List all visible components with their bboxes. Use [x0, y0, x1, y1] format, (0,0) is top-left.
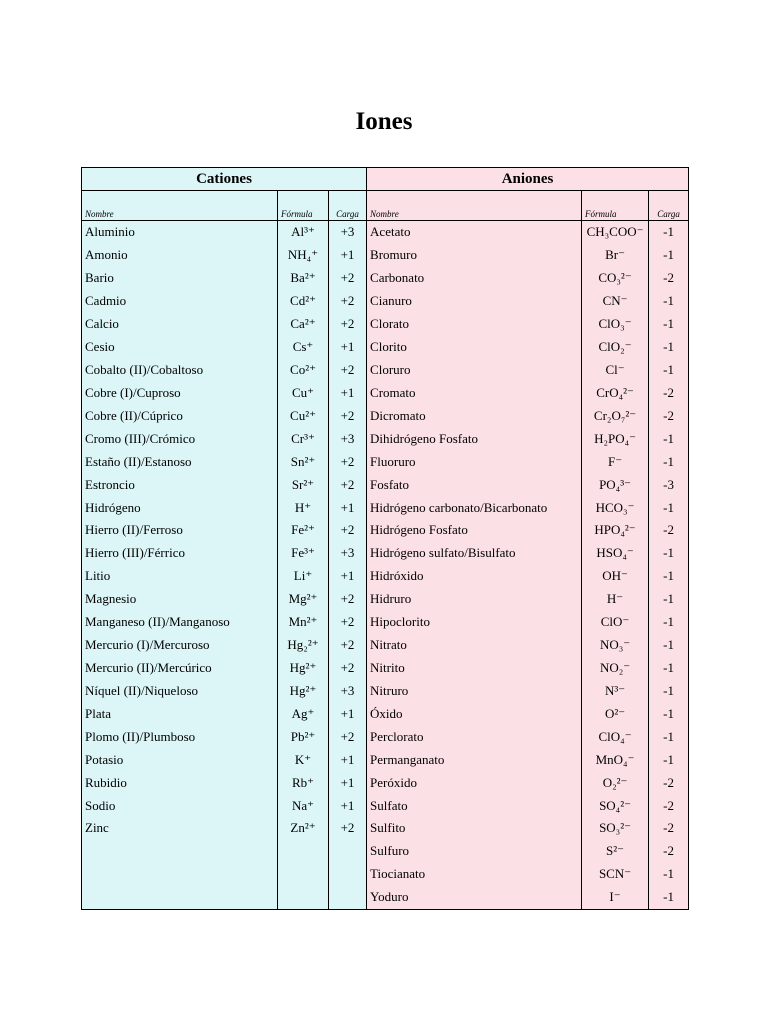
anion-charge-cell: -1	[649, 611, 689, 634]
anion-formula-cell: ClO₄⁻	[582, 725, 649, 748]
anion-charge-cell: -1	[649, 542, 689, 565]
anion-charge-cell: -2	[649, 840, 689, 863]
cation-name-cell: Magnesio	[82, 588, 278, 611]
anion-name-cell: Hidruro	[367, 588, 582, 611]
cation-formula-cell: Cu²⁺	[278, 404, 329, 427]
anion-charge-cell: -1	[649, 725, 689, 748]
cation-formula-cell: Ag⁺	[278, 702, 329, 725]
anion-charge-cell: -1	[649, 244, 689, 267]
anion-name-cell: Fosfato	[367, 473, 582, 496]
anion-charge-cell: -2	[649, 519, 689, 542]
anion-formula-cell: ClO₂⁻	[582, 336, 649, 359]
cation-charge-cell: +2	[329, 473, 367, 496]
anion-formula-cell: MnO₄⁻	[582, 748, 649, 771]
cation-charge-cell: +3	[329, 542, 367, 565]
anion-formula-cell: HSO₄⁻	[582, 542, 649, 565]
anion-name-cell: Dicromato	[367, 404, 582, 427]
cation-formula-cell: Hg²⁺	[278, 657, 329, 680]
anion-name-cell: Permanganato	[367, 748, 582, 771]
cation-formula-cell: Sn²⁺	[278, 450, 329, 473]
cation-formula-cell: Mg²⁺	[278, 588, 329, 611]
anion-formula-cell: CO₃²⁻	[582, 267, 649, 290]
anion-name-cell: Acetato	[367, 221, 582, 244]
cation-charge-cell: +2	[329, 634, 367, 657]
table-row	[82, 519, 689, 542]
cation-charge-cell: +2	[329, 290, 367, 313]
cation-name-cell: Hierro (III)/Férrico	[82, 542, 278, 565]
table-row	[82, 817, 689, 840]
table-row	[82, 221, 689, 244]
cation-formula-cell: Cr³⁺	[278, 427, 329, 450]
cation-charge-cell: +3	[329, 221, 367, 244]
table-row	[82, 794, 689, 817]
cation-name-cell	[82, 840, 278, 863]
cation-charge-cell: +2	[329, 725, 367, 748]
cation-name-cell	[82, 863, 278, 886]
anion-name-cell: Cloruro	[367, 359, 582, 382]
cation-name-cell: Mercurio (II)/Mercúrico	[82, 657, 278, 680]
cation-name-cell: Níquel (II)/Niqueloso	[82, 679, 278, 702]
anion-formula-cell: NO₃⁻	[582, 634, 649, 657]
cation-charge-cell: +1	[329, 565, 367, 588]
cationes-header: Cationes	[82, 168, 367, 191]
cation-formula-cell: Hg²⁺	[278, 679, 329, 702]
cation-name-cell: Cromo (III)/Crómico	[82, 427, 278, 450]
anion-charge-cell: -1	[649, 313, 689, 336]
cation-charge-cell: +2	[329, 657, 367, 680]
table-row	[82, 290, 689, 313]
anion-charge-cell: -1	[649, 290, 689, 313]
anion-name-cell: Bromuro	[367, 244, 582, 267]
table-row	[82, 404, 689, 427]
anion-name-cell: Sulfato	[367, 794, 582, 817]
ion-rows	[82, 221, 689, 910]
cation-formula-cell: Sr²⁺	[278, 473, 329, 496]
anion-name-cell: Carbonato	[367, 267, 582, 290]
cation-formula-cell: Ba²⁺	[278, 267, 329, 290]
anion-formula-cell: SO₄²⁻	[582, 794, 649, 817]
anion-formula-cell: ClO₃⁻	[582, 313, 649, 336]
ions-table	[81, 167, 689, 910]
table-row	[82, 473, 689, 496]
anion-formula-cell: ClO⁻	[582, 611, 649, 634]
cation-name-cell: Potasio	[82, 748, 278, 771]
cation-formula-cell: Rb⁺	[278, 771, 329, 794]
cation-charge-cell	[329, 863, 367, 886]
anion-formula-cell: F⁻	[582, 450, 649, 473]
cation-name-cell: Rubidio	[82, 771, 278, 794]
anion-formula-cell: NO₂⁻	[582, 657, 649, 680]
cation-formula-cell	[278, 863, 329, 886]
table-row	[82, 565, 689, 588]
anion-name-cell: Clorito	[367, 336, 582, 359]
table-row	[82, 611, 689, 634]
anion-name-cell: Yoduro	[367, 886, 582, 909]
cation-charge-cell: +2	[329, 588, 367, 611]
anion-name-cell: Nitrito	[367, 657, 582, 680]
cation-charge-cell: +1	[329, 794, 367, 817]
anion-formula-cell: CH₃COO⁻	[582, 221, 649, 244]
anion-formula-cell: HCO₃⁻	[582, 496, 649, 519]
anion-formula-cell: I⁻	[582, 886, 649, 909]
anion-name-cell: Clorato	[367, 313, 582, 336]
cation-formula-cell: Pb²⁺	[278, 725, 329, 748]
anion-formula-cell: Cl⁻	[582, 359, 649, 382]
anion-name-cell: Cromato	[367, 381, 582, 404]
cation-formula-cell: Fe³⁺	[278, 542, 329, 565]
table-row	[82, 588, 689, 611]
anion-formula-cell: O₂²⁻	[582, 771, 649, 794]
anion-name-cell: Hidrógeno Fosfato	[367, 519, 582, 542]
cation-formula-cell: K⁺	[278, 748, 329, 771]
anion-formula-cell: PO₄³⁻	[582, 473, 649, 496]
cation-formula-cell: Al³⁺	[278, 221, 329, 244]
cation-name-cell: Bario	[82, 267, 278, 290]
cation-charge-column-header: Carga	[329, 191, 367, 221]
group-header-row	[82, 168, 689, 191]
anion-name-cell: Hidrógeno sulfato/Bisulfato	[367, 542, 582, 565]
anion-formula-cell: SO₃²⁻	[582, 817, 649, 840]
anion-name-column-header: Nombre	[367, 191, 582, 221]
cation-charge-cell: +2	[329, 611, 367, 634]
cation-charge-cell: +2	[329, 450, 367, 473]
cation-name-cell: Cobre (II)/Cúprico	[82, 404, 278, 427]
anion-formula-cell: Br⁻	[582, 244, 649, 267]
anion-charge-cell: -1	[649, 588, 689, 611]
cation-name-cell: Estroncio	[82, 473, 278, 496]
cation-name-cell: Plomo (II)/Plumboso	[82, 725, 278, 748]
cation-name-cell: Mercurio (I)/Mercuroso	[82, 634, 278, 657]
anion-formula-cell: O²⁻	[582, 702, 649, 725]
anion-formula-cell: Cr₂O₇²⁻	[582, 404, 649, 427]
anion-name-cell: Fluoruro	[367, 450, 582, 473]
table-row	[82, 244, 689, 267]
cation-name-cell	[82, 886, 278, 909]
anion-name-cell: Cianuro	[367, 290, 582, 313]
cation-charge-cell: +2	[329, 519, 367, 542]
anion-name-cell: Hidrógeno carbonato/Bicarbonato	[367, 496, 582, 519]
cation-charge-cell: +3	[329, 427, 367, 450]
anion-charge-cell: -1	[649, 496, 689, 519]
table-row	[82, 771, 689, 794]
cation-charge-cell: +1	[329, 244, 367, 267]
cation-charge-cell: +3	[329, 679, 367, 702]
cation-formula-cell: H⁺	[278, 496, 329, 519]
anion-charge-cell: -2	[649, 794, 689, 817]
cation-charge-cell: +1	[329, 748, 367, 771]
anion-formula-cell: S²⁻	[582, 840, 649, 863]
table-row	[82, 657, 689, 680]
anion-charge-cell: -1	[649, 702, 689, 725]
anion-charge-cell: -1	[649, 336, 689, 359]
anion-name-cell: Sulfuro	[367, 840, 582, 863]
table-row	[82, 886, 689, 909]
cation-name-cell: Hidrógeno	[82, 496, 278, 519]
cation-formula-cell: Na⁺	[278, 794, 329, 817]
cation-name-cell: Cadmio	[82, 290, 278, 313]
anion-charge-cell: -2	[649, 404, 689, 427]
anion-name-cell: Hidróxido	[367, 565, 582, 588]
anion-formula-cell: CN⁻	[582, 290, 649, 313]
anion-charge-cell: -2	[649, 771, 689, 794]
cation-formula-cell: Mn²⁺	[278, 611, 329, 634]
anion-charge-cell: -2	[649, 817, 689, 840]
cation-name-cell: Cobre (I)/Cuproso	[82, 381, 278, 404]
anion-charge-cell: -1	[649, 886, 689, 909]
anion-name-cell: Tiocianato	[367, 863, 582, 886]
anion-charge-cell: -1	[649, 221, 689, 244]
page-title: Iones	[355, 108, 413, 135]
cation-formula-cell: Ca²⁺	[278, 313, 329, 336]
anion-formula-cell: CrO₄²⁻	[582, 381, 649, 404]
table-row	[82, 427, 689, 450]
cation-name-cell: Litio	[82, 565, 278, 588]
anion-charge-cell: -1	[649, 679, 689, 702]
anion-name-cell: Perclorato	[367, 725, 582, 748]
table-row	[82, 336, 689, 359]
table-row	[82, 381, 689, 404]
anion-name-cell: Sulfito	[367, 817, 582, 840]
cation-formula-cell: NH₄⁺	[278, 244, 329, 267]
anion-charge-cell: -3	[649, 473, 689, 496]
table-row	[82, 840, 689, 863]
table-row	[82, 450, 689, 473]
table-row	[82, 702, 689, 725]
cation-charge-cell: +2	[329, 313, 367, 336]
cation-name-cell: Calcio	[82, 313, 278, 336]
table-row	[82, 679, 689, 702]
cation-name-cell: Estaño (II)/Estanoso	[82, 450, 278, 473]
anion-formula-cell: OH⁻	[582, 565, 649, 588]
table-row	[82, 542, 689, 565]
anion-formula-cell: SCN⁻	[582, 863, 649, 886]
cation-name-cell: Cobalto (II)/Cobaltoso	[82, 359, 278, 382]
anion-name-cell: Óxido	[367, 702, 582, 725]
anion-name-cell: Nitruro	[367, 679, 582, 702]
table-row	[82, 496, 689, 519]
column-header-row	[82, 191, 689, 221]
cation-name-cell: Sodio	[82, 794, 278, 817]
cation-charge-cell: +2	[329, 404, 367, 427]
cation-formula-cell	[278, 886, 329, 909]
cation-charge-cell: +2	[329, 817, 367, 840]
aniones-header: Aniones	[367, 168, 689, 191]
anion-charge-column-header: Carga	[649, 191, 689, 221]
cation-charge-cell: +2	[329, 267, 367, 290]
cation-formula-cell	[278, 840, 329, 863]
table-row	[82, 359, 689, 382]
cation-name-cell: Manganeso (II)/Manganoso	[82, 611, 278, 634]
anion-name-cell: Dihidrógeno Fosfato	[367, 427, 582, 450]
anion-charge-cell: -1	[649, 565, 689, 588]
cation-name-cell: Plata	[82, 702, 278, 725]
anion-charge-cell: -1	[649, 450, 689, 473]
cation-formula-column-header: Fórmula	[278, 191, 329, 221]
table-row	[82, 634, 689, 657]
table-row	[82, 863, 689, 886]
cation-name-cell: Cesio	[82, 336, 278, 359]
anion-name-cell: Hipoclorito	[367, 611, 582, 634]
cation-formula-cell: Fe²⁺	[278, 519, 329, 542]
anion-formula-cell: HPO₄²⁻	[582, 519, 649, 542]
cation-formula-cell: Hg₂²⁺	[278, 634, 329, 657]
cation-charge-cell: +1	[329, 771, 367, 794]
anion-charge-cell: -1	[649, 863, 689, 886]
cation-name-cell: Hierro (II)/Ferroso	[82, 519, 278, 542]
anion-charge-cell: -1	[649, 657, 689, 680]
cation-charge-cell: +1	[329, 496, 367, 519]
table-row	[82, 725, 689, 748]
anion-formula-cell: H⁻	[582, 588, 649, 611]
anion-formula-cell: H₂PO₄⁻	[582, 427, 649, 450]
anion-formula-cell: N³⁻	[582, 679, 649, 702]
table-row	[82, 267, 689, 290]
cation-charge-cell: +1	[329, 336, 367, 359]
cation-formula-cell: Co²⁺	[278, 359, 329, 382]
cation-formula-cell: Cu⁺	[278, 381, 329, 404]
cation-name-cell: Aluminio	[82, 221, 278, 244]
anion-name-cell: Peróxido	[367, 771, 582, 794]
cation-formula-cell: Cd²⁺	[278, 290, 329, 313]
anion-charge-cell: -1	[649, 748, 689, 771]
anion-charge-cell: -1	[649, 359, 689, 382]
cation-formula-cell: Li⁺	[278, 565, 329, 588]
anion-charge-cell: -1	[649, 427, 689, 450]
cation-charge-cell: +1	[329, 702, 367, 725]
anion-formula-column-header: Fórmula	[582, 191, 649, 221]
cation-name-cell: Amonio	[82, 244, 278, 267]
cation-charge-cell: +1	[329, 381, 367, 404]
cation-charge-cell	[329, 840, 367, 863]
table-row	[82, 748, 689, 771]
anion-charge-cell: -2	[649, 267, 689, 290]
anion-charge-cell: -1	[649, 634, 689, 657]
cation-charge-cell: +2	[329, 359, 367, 382]
anion-charge-cell: -2	[649, 381, 689, 404]
anion-name-cell: Nitrato	[367, 634, 582, 657]
cation-name-cell: Zinc	[82, 817, 278, 840]
cation-formula-cell: Zn²⁺	[278, 817, 329, 840]
cation-formula-cell: Cs⁺	[278, 336, 329, 359]
cation-name-column-header: Nombre	[82, 191, 278, 221]
cation-charge-cell	[329, 886, 367, 909]
table-row	[82, 313, 689, 336]
